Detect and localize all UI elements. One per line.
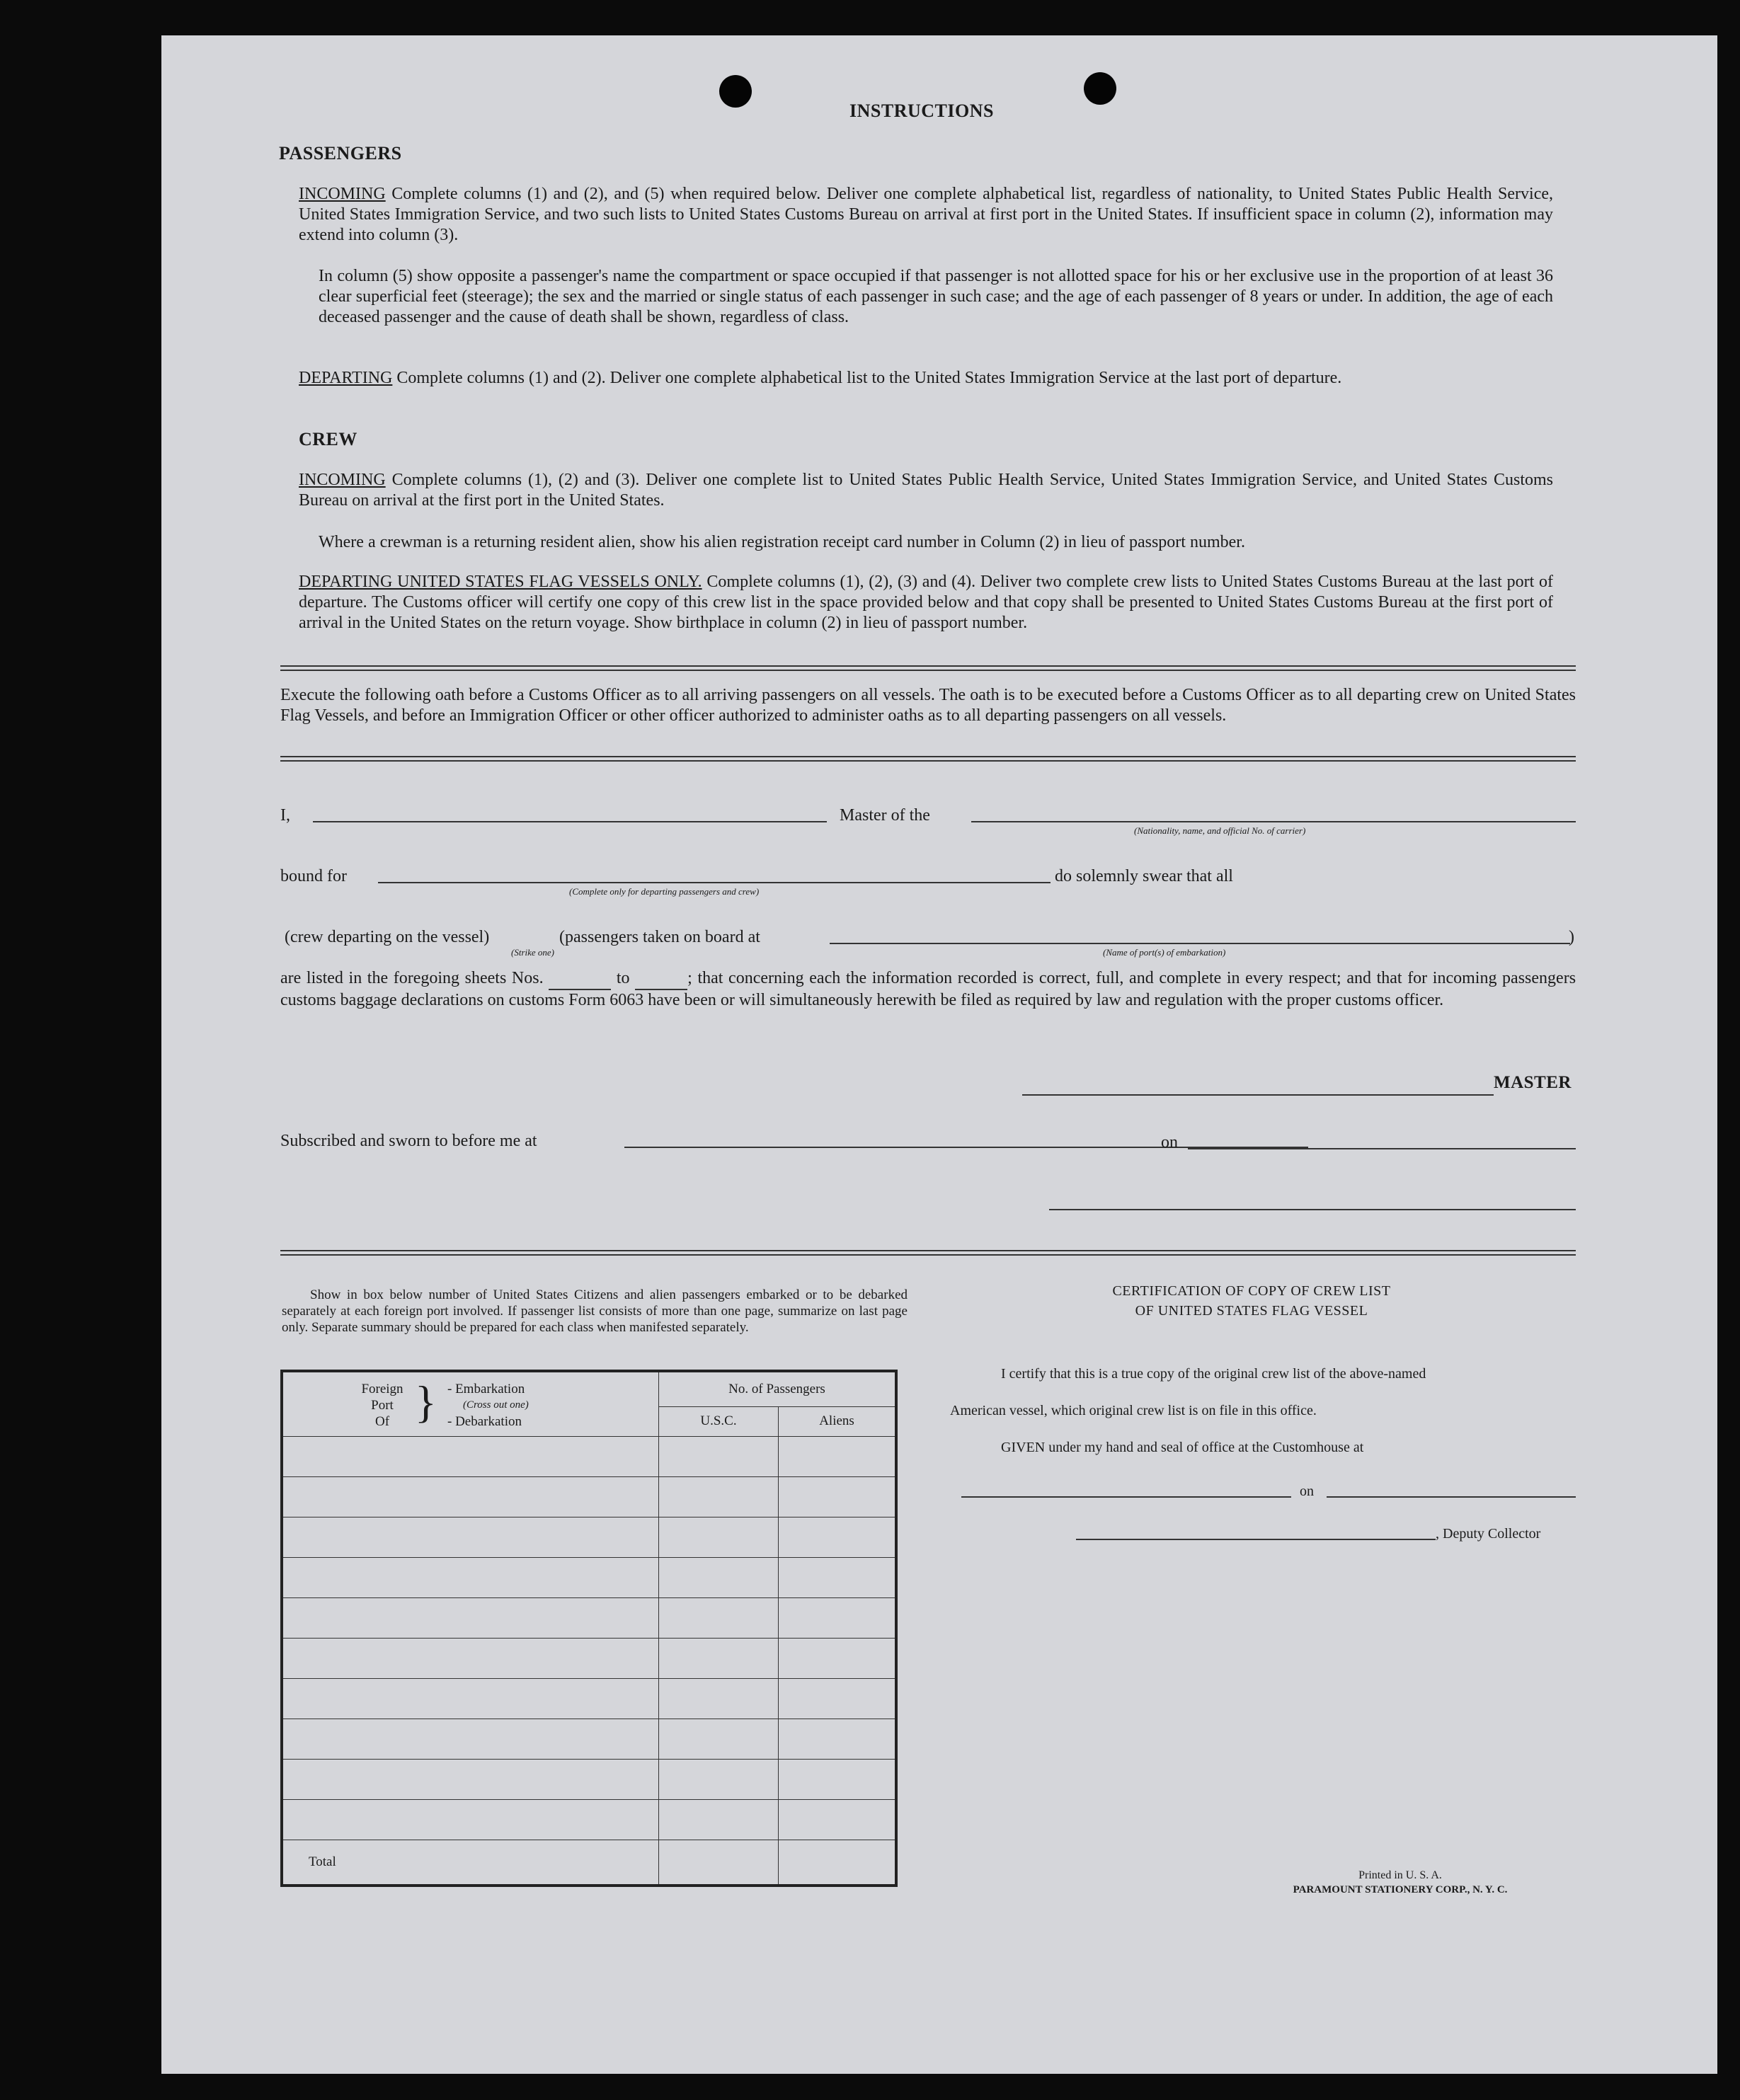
given-line: GIVEN under my hand and seal of office at the Customhouse at [1001, 1440, 1364, 1455]
printer-line1: Printed in U. S. A. [1358, 1869, 1442, 1881]
aliens-cell[interactable] [779, 1679, 897, 1719]
usc-cell[interactable] [659, 1719, 779, 1760]
embark-debark-options [447, 1381, 529, 1430]
port-cell[interactable] [282, 1719, 659, 1760]
punch-hole-left [719, 75, 752, 108]
usc-cell[interactable] [659, 1517, 779, 1558]
table-row [282, 1558, 896, 1598]
passengers-incoming-paragraph [299, 184, 1553, 246]
listed-paragraph [280, 968, 1576, 1011]
foreign-port-header [282, 1371, 659, 1437]
crew-departing-paragraph [299, 572, 1553, 633]
port-cell[interactable] [282, 1558, 659, 1598]
passengers-departing-paragraph [299, 368, 1553, 389]
cert-date-line[interactable] [1327, 1496, 1576, 1498]
usc-cell[interactable] [659, 1437, 779, 1477]
port-cell[interactable] [282, 1800, 659, 1840]
table-row [282, 1598, 896, 1639]
crew-incoming-paragraph [299, 470, 1553, 511]
table-row [282, 1800, 896, 1840]
form-sheet [161, 35, 1717, 2074]
crew-heading: CREW [299, 429, 357, 449]
sheet-from-field[interactable] [549, 968, 611, 990]
aliens-cell[interactable] [779, 1639, 897, 1679]
crew-incoming-text: Complete columns (1), (2) and (3). Deliver one complete list to United States Public Health Service, United States Immigration Service, and United States Customs Bureau on arrival at the first port in the United States. [299, 471, 1553, 510]
aliens-cell[interactable] [779, 1719, 897, 1760]
usc-cell[interactable] [659, 1760, 779, 1800]
table-row [282, 1679, 896, 1719]
port-cell[interactable] [282, 1517, 659, 1558]
port-cell[interactable] [282, 1639, 659, 1679]
usc-cell[interactable] [659, 1477, 779, 1517]
strike-hint: (Strike one) [511, 947, 555, 958]
aliens-cell[interactable] [779, 1760, 897, 1800]
usc-cell[interactable] [659, 1800, 779, 1840]
usc-cell[interactable] [659, 1598, 779, 1639]
port-label: Port [371, 1398, 394, 1413]
cross-out-hint: (Cross out one) [463, 1399, 529, 1411]
subscribed-label: Subscribed and sworn to before me at [280, 1132, 537, 1150]
port-hint: (Name of port(s) of embarkation) [1103, 947, 1226, 958]
carrier-hint: (Nationality, name, and official No. of carrier) [1134, 825, 1306, 836]
aliens-cell[interactable] [779, 1437, 897, 1477]
usc-cell[interactable] [659, 1639, 779, 1679]
master-label: MASTER [1494, 1073, 1572, 1092]
certification-title-line2: OF UNITED STATES FLAG VESSEL [1135, 1303, 1368, 1319]
oath-i-label: I, [280, 806, 290, 825]
passengers-incoming-text: Complete columns (1) and (2), and (5) when required below. Deliver one complete alphabetical list, regardless of nationality, to United States Public Health Service, United States Immigration Service, and two such lists to United States Customs Bureau on arrival at first port in the United States. If insufficient space in column (2), information may extend into column (3). [299, 185, 1554, 244]
deputy-collector-label: , Deputy Collector [1436, 1526, 1541, 1542]
sworn-date-line[interactable] [1188, 1148, 1576, 1149]
total-label: Total [282, 1840, 659, 1886]
passengers-heading: PASSENGERS [279, 143, 402, 163]
port-cell[interactable] [282, 1760, 659, 1800]
passengers-incoming-label: INCOMING [299, 185, 386, 203]
aliens-header: Aliens [779, 1406, 897, 1436]
embarkation-port-line[interactable] [830, 943, 1570, 944]
to-label: to [616, 969, 630, 987]
certification-title-line1: CERTIFICATION OF COPY OF CREW LIST [1112, 1283, 1391, 1299]
port-cell[interactable] [282, 1679, 659, 1719]
cert-on-label: on [1300, 1484, 1314, 1499]
printer-imprint [1237, 1869, 1563, 1897]
bound-hint: (Complete only for departing passengers and crew) [569, 886, 760, 897]
master-name-line[interactable] [313, 821, 827, 822]
swear-label: do solemnly swear that all [1055, 867, 1233, 885]
foreign-port-label [354, 1381, 411, 1430]
port-cell[interactable] [282, 1477, 659, 1517]
usc-cell[interactable] [659, 1679, 779, 1719]
table-row [282, 1477, 896, 1517]
close-paren: ) [1569, 928, 1574, 946]
aliens-cell[interactable] [779, 1517, 897, 1558]
listed-label: are listed in the foregoing sheets Nos. [280, 969, 544, 987]
table-row [282, 1719, 896, 1760]
sworn-on-label: on [1161, 1133, 1178, 1152]
oath-divider [280, 756, 1576, 762]
deputy-signature-line[interactable] [1076, 1539, 1436, 1540]
passengers-taken-option: (passengers taken on board at [559, 928, 760, 946]
passengers-column5-paragraph: In column (5) show opposite a passenger's name the compartment or space occupied if that passenger is not allotted space for his or her exclusive use in the proportion of at least 36 clear superficial feet (steerage); the sex and the married or single status of each passenger in such case; and the age of each passenger of 8 years or under. In addition, the age of each deceased passenger and the cause of death shall be shown, regardless of class. [319, 267, 1553, 326]
passenger-summary-table [280, 1370, 898, 1887]
customhouse-line[interactable] [961, 1496, 1291, 1498]
port-cell[interactable] [282, 1598, 659, 1639]
oath-intro: Execute the following oath before a Customs Officer as to all arriving passengers on all vessels. The oath is to be executed before a Customs Officer as to all departing crew on United States Flag Vessels, and before an Immigration Officer or other officer authorized to administer oaths as to all departing passengers on all vessels. [280, 686, 1576, 725]
section-divider [280, 665, 1576, 671]
certification-title [1082, 1281, 1421, 1321]
port-cell[interactable] [282, 1437, 659, 1477]
table-row [282, 1760, 896, 1800]
foreign-label: Foreign [361, 1382, 403, 1396]
listed-rest: ; that concerning each the information recorded is correct, full, and complete in every respect; and that for incoming passengers customs baggage declarations on customs Form 6063 have been or will simultaneously herewith be filed as required by law and regulation with the proper customs officer. [280, 969, 1576, 1009]
embarkation-label: - Embarkation [447, 1382, 525, 1396]
page-title: INSTRUCTIONS [849, 101, 994, 121]
num-passengers-header: No. of Passengers [659, 1371, 897, 1406]
aliens-cell[interactable] [779, 1800, 897, 1840]
table-row [282, 1437, 896, 1477]
officer-signature-line[interactable] [1049, 1209, 1576, 1210]
total-aliens-cell[interactable] [779, 1840, 897, 1886]
brace-glyph: } [415, 1377, 437, 1427]
usc-header: U.S.C. [659, 1406, 779, 1436]
table-row [282, 1517, 896, 1558]
bound-for-label: bound for [280, 867, 347, 885]
sheet-to-field[interactable] [635, 968, 687, 990]
crew-incoming-label: INCOMING [299, 471, 386, 489]
certify-line2: American vessel, which original crew list is on file in this office. [950, 1403, 1317, 1418]
summary-note: Show in box below number of United States Citizens and alien passengers embarked or to be debarked separately at each foreign port involved. If passenger list consists of more than one page, summarize on last page only. Separate summary should be prepared for each class when manifested separately. [282, 1287, 908, 1335]
crew-departing-option: (crew departing on the vessel) [285, 928, 490, 946]
bound-for-line[interactable] [378, 882, 1051, 883]
aliens-cell[interactable] [779, 1598, 897, 1639]
lower-divider [280, 1250, 1576, 1256]
crew-departing-text: Complete columns (1), (2), (3) and (4). Deliver two complete crew lists to United States Customs Bureau at the last port of departure. The Customs officer will certify one copy of this crew list in the space provided below and that copy shall be presented to United States Customs Bureau at the first port of arrival in the United States on the return voyage. Show birthplace in column (2) in lieu of passport number. [299, 573, 1554, 632]
total-usc-cell[interactable] [659, 1840, 779, 1886]
punch-hole-right [1084, 72, 1116, 105]
total-row [282, 1840, 896, 1886]
carrier-line[interactable] [971, 821, 1576, 822]
passengers-departing-label: DEPARTING [299, 369, 393, 387]
master-signature-line[interactable] [1022, 1094, 1494, 1096]
aliens-cell[interactable] [779, 1477, 897, 1517]
crew-departing-label: DEPARTING UNITED STATES FLAG VESSELS ONLY. [299, 573, 702, 591]
usc-cell[interactable] [659, 1558, 779, 1598]
certify-line1: I certify that this is a true copy of the original crew list of the above-named [1001, 1366, 1426, 1382]
debarkation-label: - Debarkation [447, 1414, 522, 1429]
master-of-label: Master of the [840, 806, 930, 825]
table-row [282, 1639, 896, 1679]
printer-line2: PARAMOUNT STATIONERY CORP., N. Y. C. [1293, 1884, 1508, 1895]
passengers-departing-text: Complete columns (1) and (2). Deliver one complete alphabetical list to the United States Immigration Service at the last port of departure. [396, 369, 1342, 387]
crew-resident-paragraph: Where a crewman is a returning resident alien, show his alien registration receipt card number in Column (2) in lieu of passport number. [319, 533, 1245, 551]
of-label: Of [374, 1414, 390, 1429]
aliens-cell[interactable] [779, 1558, 897, 1598]
